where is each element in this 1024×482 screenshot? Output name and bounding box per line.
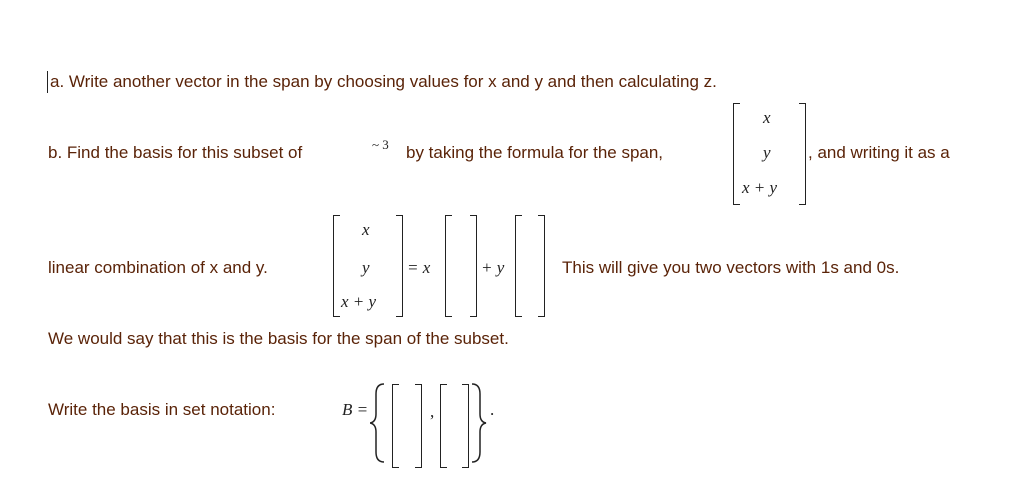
blank-vector-1-right-bracket xyxy=(470,215,477,317)
question-a: a. Write another vector in the span by choosing values for x and y and then calculating z. xyxy=(50,72,717,91)
span-vector-y: y xyxy=(763,143,771,162)
blank-vector-2-right-bracket xyxy=(538,215,545,317)
basis-vector-2-left-bracket xyxy=(440,384,447,468)
span-vector-right-bracket xyxy=(799,103,806,205)
question-d: We would say that this is the basis for the span of the subset. xyxy=(48,329,509,348)
text-cursor xyxy=(47,71,48,93)
basis-vector-1-left-bracket xyxy=(392,384,399,468)
basis-set-braces xyxy=(370,380,500,470)
blank-vector-1-left-bracket xyxy=(445,215,452,317)
basis-comma: , xyxy=(430,402,435,421)
question-b-mid: by taking the formula for the span, xyxy=(406,143,664,162)
lhs-vector-x: x xyxy=(362,220,370,239)
basis-vector-1-right-bracket xyxy=(415,384,422,468)
question-e: Write the basis in set notation: xyxy=(48,400,276,419)
question-b-end: , and writing it as a xyxy=(808,143,950,162)
basis-period: . xyxy=(490,400,495,419)
span-vector-x-plus-y: x + y xyxy=(742,178,778,197)
lhs-vector-x-plus-y: x + y xyxy=(341,292,377,311)
question-c-end: This will give you two vectors with 1s and 0s. xyxy=(562,258,900,277)
lhs-vector-left-bracket xyxy=(333,215,340,317)
question-b-start: b. Find the basis for this subset of xyxy=(48,143,303,162)
lhs-vector-y: y xyxy=(362,258,370,277)
plus-y: + y xyxy=(481,258,505,277)
blank-vector-2-left-bracket xyxy=(515,215,522,317)
real-space-symbol: ~ 3 xyxy=(372,137,389,152)
basis-vector-2-right-bracket xyxy=(462,384,469,468)
span-vector-x: x xyxy=(763,108,771,127)
basis-lhs: B = xyxy=(342,400,369,419)
question-c-start: linear combination of x and y. xyxy=(48,258,268,277)
span-vector-left-bracket xyxy=(733,103,740,205)
lhs-vector-right-bracket xyxy=(396,215,403,317)
equals-x: = x xyxy=(407,258,431,277)
